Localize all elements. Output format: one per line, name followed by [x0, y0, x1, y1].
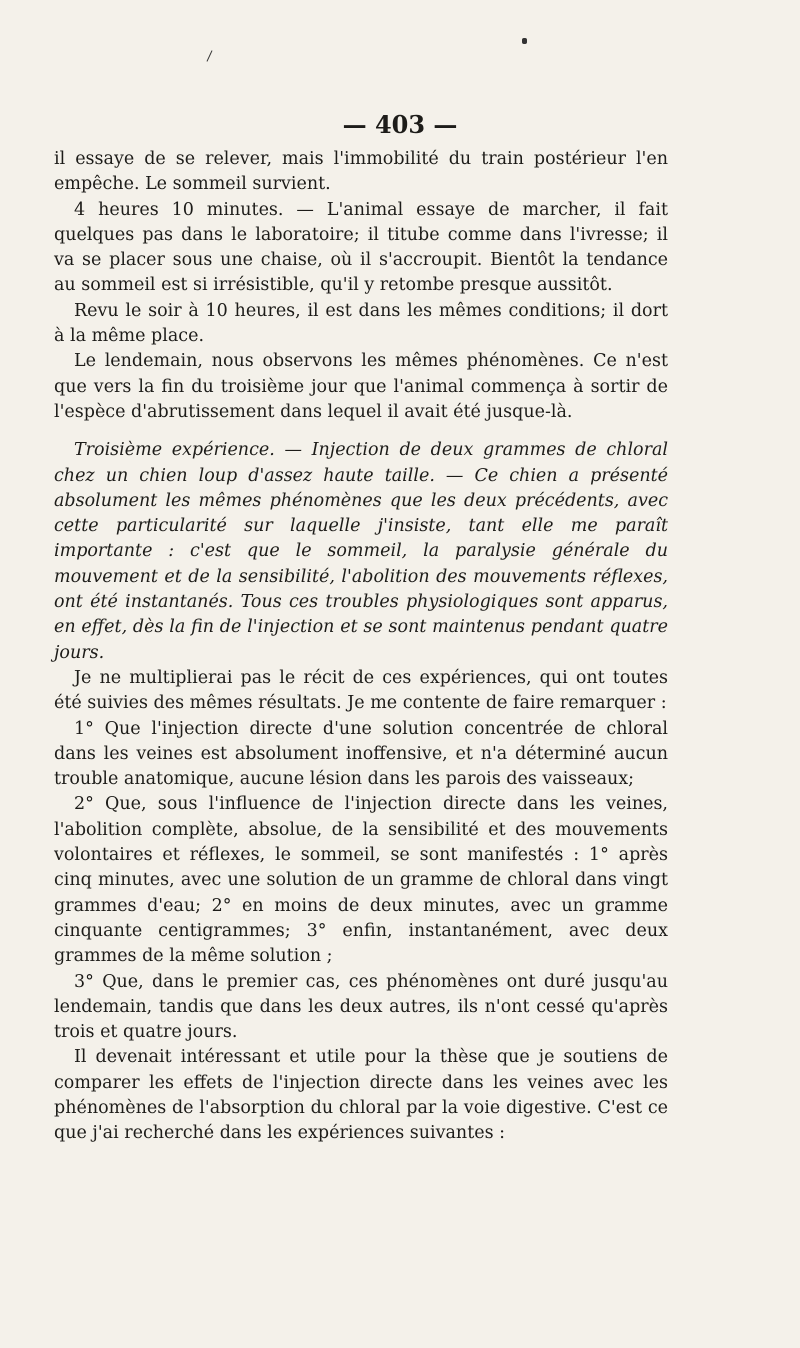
page-number: — 403 — [342, 110, 458, 139]
page-body [54, 147, 668, 1147]
paragraph-lendemain: Le lendemain, nous observons les mêmes phénomènes. Ce n'est que vers la fin du troisième jour que l'animal commença à sortir de l'espèce d'abrutissement dans lequel il avait été jusque-là. [54, 351, 668, 422]
paragraph-4h10: 4 heures 10 minutes. — L'animal essaye de marcher, il fait quelques pas dans le laboratoire; il titube comme dans l'ivresse; il va se placer sous une chaise, où il s'accroupit. Bientôt la tendance au sommeil est si irrésistible, qu'il y retombe presque aussitôt. [54, 199, 668, 296]
paragraph-multiplierai: Je ne multiplierai pas le récit de ces expériences, qui ont toutes été suivies des mêmes résultats. Je me contente de faire remarquer : [54, 667, 668, 714]
paragraph-revu-le-soir: Revu le soir à 10 heures, il est dans les mêmes conditions; il dort à la même place. [54, 300, 668, 347]
ink-speck [522, 38, 527, 44]
paragraph-point-3: 3° Que, dans le premier cas, ces phénomènes ont duré jusqu'au lendemain, tandis que dans les deux autres, ils n'ont cessé qu'après trois et quatre jours. [54, 971, 668, 1043]
paragraph-conclusion: Il devenait intéressant et utile pour la thèse que je soutiens de comparer les effets de l'injection directe dans les veines avec les phénomènes de l'absorption du chloral par la voie digestive. C'est ce que j'ai recherché dans les expériences suivantes : [54, 1047, 668, 1144]
paragraph-point-2: 2° Que, sous l'influence de l'injection directe dans les veines, l'abolition complète, absolue, de la sensibilité et des mouvements volontaires et réflexes, le sommeil, se sont manifestés : 1° après cinq minutes, avec une solution de un gramme de chloral dans vingt grammes d'eau; 2° en moins de deux minutes, avec un gramme cinquante centigrammes; 3° enfin, instantanément, avec deux grammes de la même solution ; [54, 794, 668, 967]
ink-stroke [207, 50, 213, 61]
paragraph-continuation: il essaye de se relever, mais l'immobilité du train postérieur l'en empêche. Le sommeil survient. [54, 149, 668, 195]
paragraph-troisieme-experience [54, 438, 668, 666]
paragraph-point-1: 1° Que l'injection directe d'une solution concentrée de chloral dans les veines est absolument inoffensive, et n'a déterminé aucun trouble anatomique, aucune lésion dans les parois des vaisseaux; [54, 718, 668, 790]
heading-troisieme-experience: Troisième expérience. — Injection de deux grammes de chloral chez un chien loup d'assez haute taille. — Ce chien a présenté absolument les mêmes phénomènes que les deux précédents, avec cette particularité sur laquelle j'insiste, tant elle me paraît importante : c'est que le sommeil, la paralysie générale du mouvement et de la sensibilité, l'abolition des mouvements réflexes, ont été instantanés. Tous ces troubles physiologiques sont apparus, en effet, dès la fin de l'injection et se sont maintenus pendant quatre jours. [54, 440, 668, 663]
